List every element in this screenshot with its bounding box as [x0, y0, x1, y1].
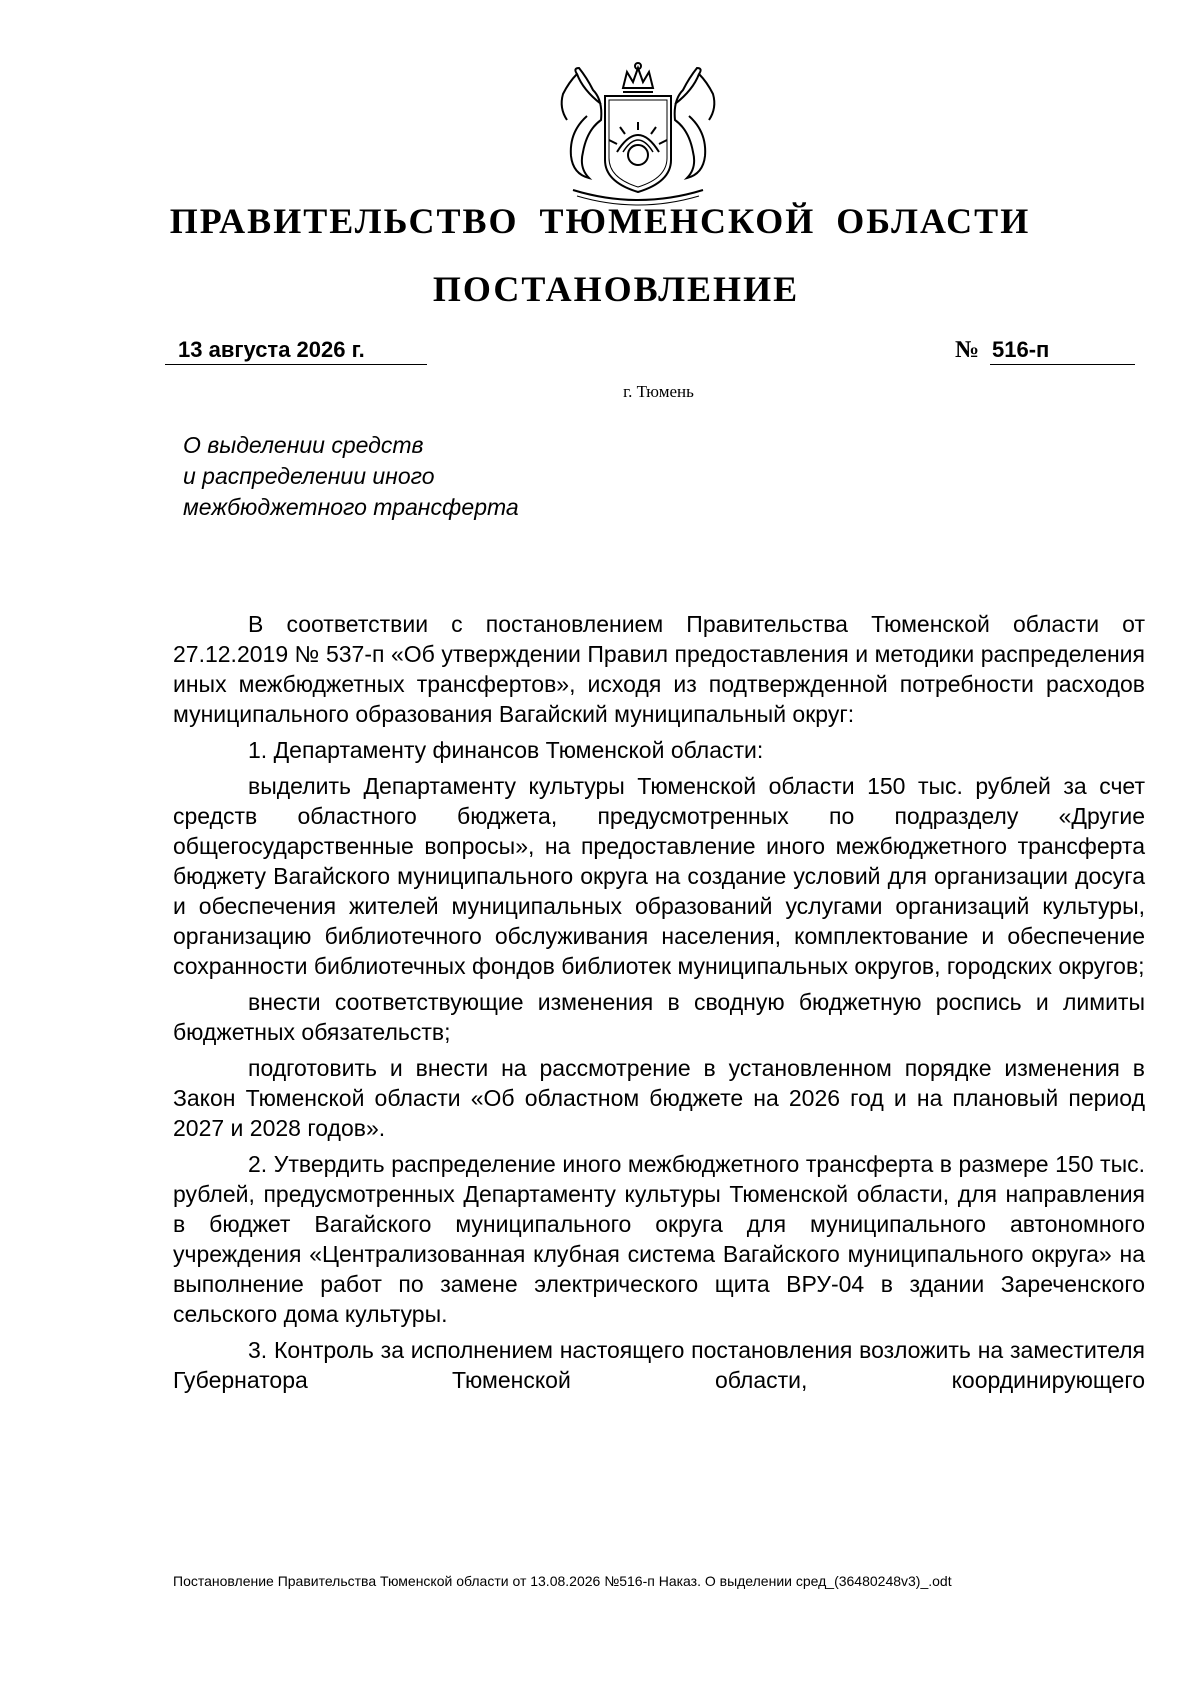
- body-paragraph: внести соответствующие изменения в сводную бюджетную роспись и лимиты бюджетных обязательств;: [173, 989, 1145, 1045]
- document-footer: Постановление Правительства Тюменской области от 13.08.2026 №516-п Наказ. О выделении сред_(36480248v3)_.odt: [173, 1573, 952, 1589]
- document-type: ПОСТАНОВЛЕНИЕ: [432, 269, 800, 309]
- subject-line: и распределении иного: [183, 463, 435, 489]
- body-paragraph: 1. Департаменту финансов Тюменской области:: [248, 737, 764, 763]
- document-city: г. Тюмень: [623, 382, 694, 401]
- body-paragraph: В соответствии с постановлением Правительства Тюменской области от 27.12.2019 № 537-п «Об утверждении Правил предоставления и методики распределения иных межбюджетных трансфертов», исходя из подтвержденной потребности расходов муниципального образования Вагайский муниципальный округ:: [173, 611, 1145, 727]
- subject-line: межбюджетного трансферта: [183, 494, 519, 520]
- body-paragraph: подготовить и внести на рассмотрение в установленном порядке изменения в Закон Тюменской области «Об областном бюджете на 2026 год и на плановый период 2027 и 2028 годов».: [173, 1055, 1145, 1141]
- document-subject: [183, 430, 683, 523]
- document-number: 516-п: [990, 335, 1135, 365]
- body-paragraph: выделить Департаменту культуры Тюменской области 150 тыс. рублей за счет средств областного бюджета, предусмотренных по подразделу «Другие общегосударственные вопросы», на предоставление иного межбюджетного трансферта бюджету Вагайского муниципального округа на создание условий для организации досуга и обеспечения жителей муниципальных образований услугами организаций культуры, организацию библиотечного обслуживания населения, комплектование и обеспечение сохранности библиотечных фондов библиотек муниципальных округов, городских округов;: [173, 773, 1145, 979]
- document-date: 13 августа 2026 г.: [165, 335, 427, 365]
- document-number-label: №: [955, 337, 980, 363]
- document-body: [173, 609, 1145, 1401]
- coat-of-arms-icon: [543, 60, 733, 208]
- government-title: ПРАВИТЕЛЬСТВО ТЮМЕНСКОЙ ОБЛАСТИ: [169, 201, 1031, 241]
- subject-line: О выделении средств: [183, 432, 424, 458]
- body-paragraph: 3. Контроль за исполнением настоящего постановления возложить на заместителя Губернатора Тюменской области, координирующего: [173, 1337, 1145, 1393]
- body-paragraph: 2. Утвердить распределение иного межбюджетного трансферта в размере 150 тыс. рублей, предусмотренных Департаменту культуры Тюменской области, для направления в бюджет Вагайского муниципального округа для муниципального автономного учреждения «Централизованная клубная система Вагайского муниципального округа» на выполнение работ по замене электрического щита ВРУ-04 в здании Зареченского сельского дома культуры.: [173, 1151, 1145, 1327]
